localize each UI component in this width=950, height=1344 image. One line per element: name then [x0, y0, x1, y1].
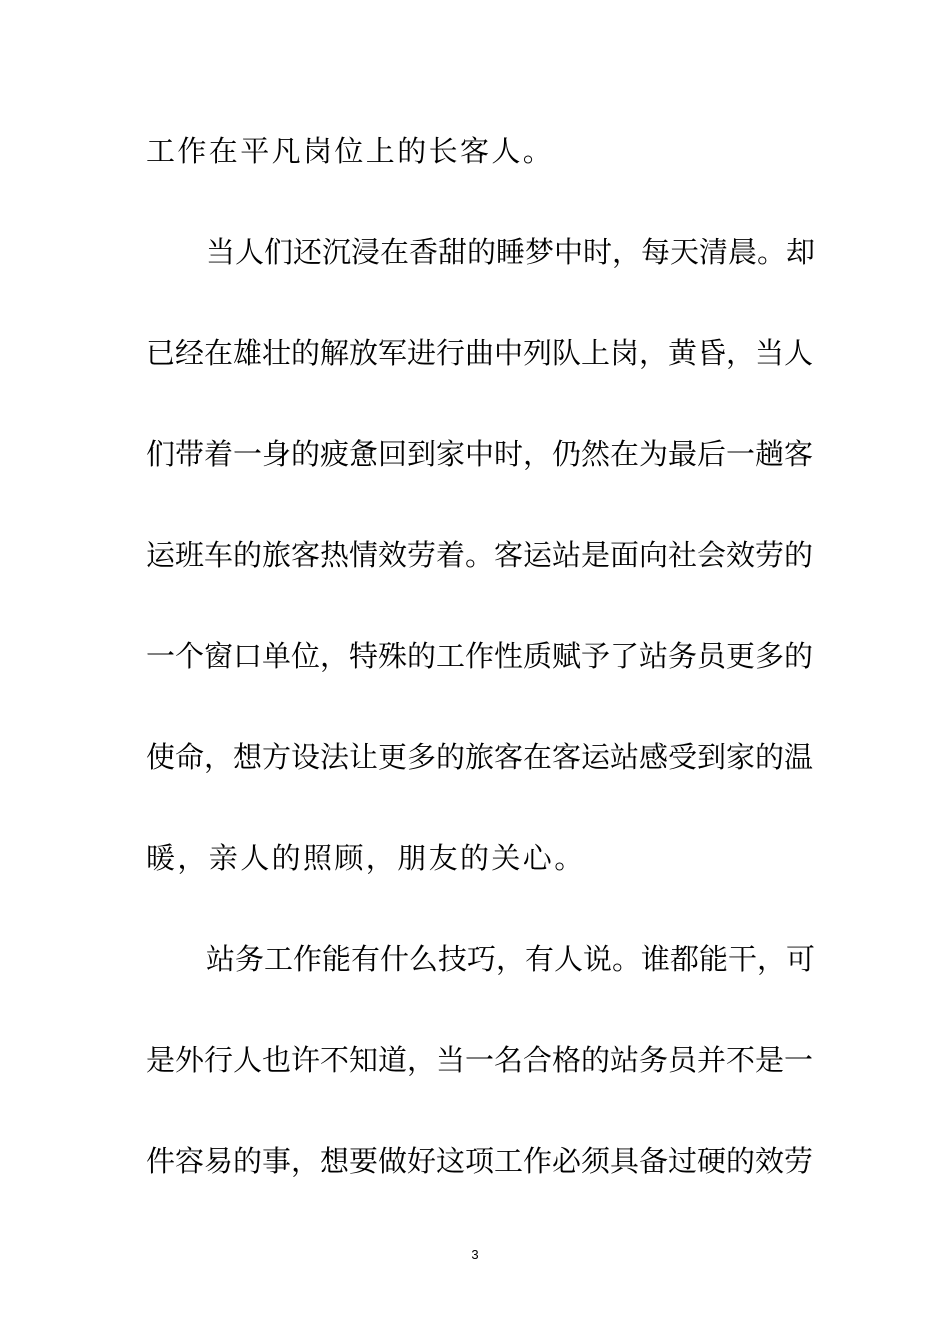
text-line: 站务工作能有什么技巧，有人说。谁都能干，可 — [206, 942, 816, 976]
page-number: 3 — [471, 1247, 479, 1262]
text-line: 已经在雄壮的解放军进行曲中列队上岗，黄昏，当人 — [146, 336, 814, 370]
text-line: 件容易的事，想要做好这项工作必须具备过硬的效劳 — [146, 1144, 814, 1178]
body-text — [146, 126, 816, 1237]
text-line: 当人们还沉浸在香甜的睡梦中时，每天清晨。却 — [206, 235, 816, 269]
text-line: 是外行人也许不知道，当一名合格的站务员并不是一 — [146, 1043, 814, 1077]
text-line: 们带着一身的疲惫回到家中时，仍然在为最后一趟客 — [146, 437, 814, 471]
text-line: 一个窗口单位，特殊的工作性质赋予了站务员更多的 — [146, 639, 814, 673]
text-line: 暖，亲人的照顾，朋友的关心。 — [146, 841, 586, 875]
text-line: 使命，想方设法让更多的旅客在客运站感受到家的温 — [146, 740, 814, 774]
text-line: 运班车的旅客热情效劳着。客运站是面向社会效劳的 — [146, 538, 814, 572]
text-line: 工作在平凡岗位上的长客人。 — [146, 134, 555, 168]
